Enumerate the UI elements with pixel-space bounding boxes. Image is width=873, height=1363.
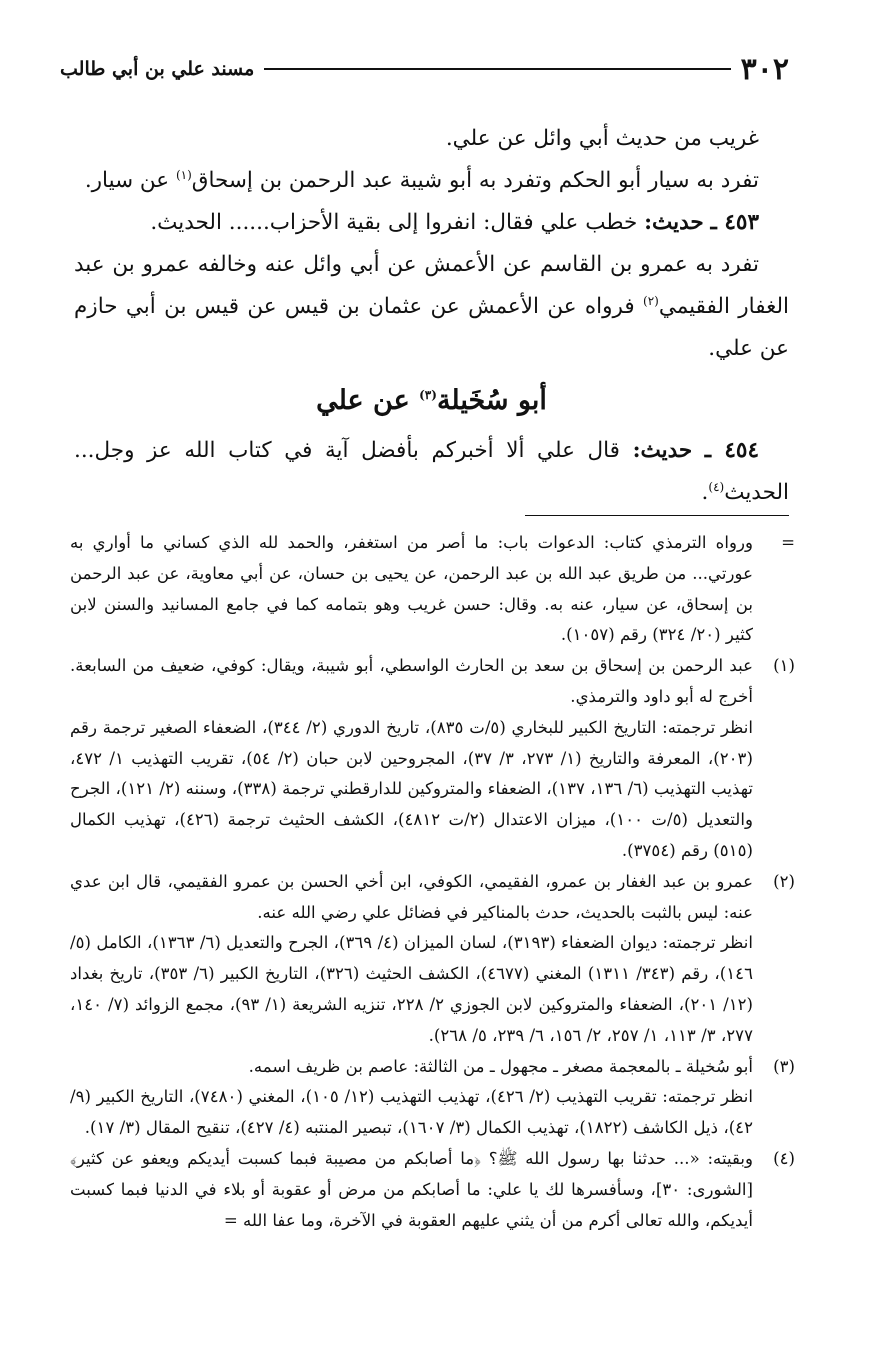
footnote-text: عبد الرحمن بن إسحاق بن سعد بن الحارث الواسطي، أبو شيبة، ويقال: كوفي، ضعيف من السابعة. أخرج له أبو داود والترمذي. <box>70 656 753 706</box>
footnote-ref[interactable]: (٢) <box>643 293 659 308</box>
hadith-number: ٤٥٣ ـ <box>710 210 759 235</box>
footnote-3 <box>70 1052 795 1144</box>
heading-text: عن علي <box>316 385 420 416</box>
heading-text: أبو سُخَيلة <box>436 385 547 416</box>
continuation-mark: = <box>781 533 795 552</box>
footnotes <box>70 528 795 1236</box>
footnote-references: انظر ترجمته: ديوان الضعفاء (٣١٩٣)، لسان الميزان (٤/ ٣٦٩)، الجرح والتعديل (٦/ ١٣٦٣)، الكامل (٥/ ١٤٦)، رقم (٣٤٣/ ١٣١١) المغني (٤٦٧٧)، الكشف الحثيث (٣٢٦)، التاريخ الكبير (٦/ ٣٥٣)، تاريخ بغداد (١٢/ ٢٠١)، الضعفاء والمتروكين لابن الجوزي ٢/ ٢٢٨، تنزيه الشريعة (١/ ٩٣)، مجمع الزوائد (٧/ ١٤٠، ٢٧٧، ٣/ ١١٣، ١/ ٢٥٧، ٢/ ١٥٦، ٦/ ٢٣٩، ٥/ ٢٦٨). <box>70 933 754 1045</box>
hadith-text: . <box>701 480 709 505</box>
hadith-453 <box>74 202 789 244</box>
page-number: ٣٠٢ <box>740 51 789 87</box>
footnote-1 <box>70 651 795 867</box>
running-title: مسند علي بن أبي طالب <box>60 58 255 80</box>
footnote-text: وبقيته: «... حدثنا بها رسول الله ﷺ؟ ﴿ما أصابكم من مصيبة فبما كسبت أيديكم ويعفو عن كثير﴾ [الشورى: ٣٠]، وسأفسرها لك يا علي: ما أصابكم من مرض أو عقوبة أو بلاء في الدنيا فبما كسبت أيديكم، والله تعالى أكرم من أن يثني عليهم العقوبة في الآخرة، وما عفا الله = <box>70 1148 753 1230</box>
footnote-references: انظر ترجمته: التاريخ الكبير للبخاري (٥/ت ٨٣٥)، تاريخ الدوري (٢/ ٣٤٤)، الضعفاء الصغير ترجمة رقم (٢٠٣)، المعرفة والتاريخ (١/ ٢٧٣، ٣/ ٣٧)، المجروحين لابن حبان (٢/ ٥٤)، تقريب التهذيب ١/ ٤٧٢، تهذيب التهذيب (٦/ ١٣٦، ١٣٧)، الضعفاء والمتروكين للدارقطني ترجمة (٣٣٨)، وسننه (٢/ ١٢١)، الجرح والتعديل (٥/ت ١٠٠)، ميزان الاعتدال (٢/ت ٤٨١٢)، الكشف الحثيث ترجمة (٤٢٦)، تهذيب الكمال (٥١٥) رقم (٣٧٥٤). <box>70 717 753 860</box>
paragraph-text: تفرد به عمرو بن القاسم عن الأعمش عن أبي وائل عنه وخالفه عمرو بن عبد الغفار الفقيمي <box>74 252 789 319</box>
footnote-divider <box>525 515 789 516</box>
footnote-number: (١) <box>773 656 795 676</box>
footnote-number: (٤) <box>773 1148 795 1168</box>
paragraph-text: عن سيار. <box>84 168 176 193</box>
footnote-continuation <box>70 528 795 651</box>
paragraph <box>74 160 789 202</box>
header-rule <box>264 68 730 70</box>
hadith-number: ٤٥٤ ـ <box>704 438 759 463</box>
footnote-ref[interactable]: (٣) <box>419 388 437 402</box>
page-header <box>60 44 789 94</box>
footnote-4 <box>70 1144 795 1236</box>
hadith-label: حديث: <box>644 210 704 235</box>
footnote-text: أبو سُخيلة ـ بالمعجمة مصغر ـ مجهول ـ من الثالثة: عاصم بن ظريف اسمه. <box>248 1056 753 1076</box>
section-heading <box>74 376 789 426</box>
main-text <box>74 118 789 514</box>
footnote-text: ورواه الترمذي كتاب: الدعوات باب: ما أصر من استغفر، والحمد لله الذي كساني ما أواري به عورتي... من طريق عبد الله بن عبد الرحمن، عن يحيى بن حسان، عن أبي معاوية، عن عبد الرحمن بن إسحاق، عن سيار، عنه به. وقال: حسن غريب وهو بتمامه كما في جامع المسانيد والسنن لابن كثير (٢٠/ ٣٢٤) رقم (١٠٥٧). <box>70 533 753 645</box>
hadith-text: قال علي ألا أخبركم بأفضل آية في كتاب الله عز وجل... الحديث <box>74 438 789 505</box>
footnote-ref[interactable]: (٤) <box>708 479 725 494</box>
footnote-text: عمرو بن عبد الغفار بن عمرو، الفقيمي، الكوفي، ابن أخي الحسن بن عمرو الفقيمي، قال ابن عدي عنه: ليس بالثبت بالحديث، حدث بالمناكير في فضائل علي رضي الله عنه. <box>70 871 753 922</box>
hadith-454 <box>74 430 789 514</box>
paragraph-text: غريب من حديث أبي وائل عن علي. <box>445 126 759 151</box>
footnote-ref[interactable]: (١) <box>175 167 192 182</box>
hadith-label: حديث: <box>632 438 693 463</box>
footnote-references: انظر ترجمته: تقريب التهذيب (٢/ ٤٢٦)، تهذيب التهذيب (١٢/ ١٠٥)، المغني (٧٤٨٠)، التاريخ الكبير (٩/ ٤٢)، ذيل الكاشف (١٨٢٢)، تهذيب الكمال (٣/ ١٦٠٧)، تبصير المنتبه (٤/ ٤٢٧)، تنقيح المقال (٣/ ١٧). <box>70 1087 753 1138</box>
hadith-text: خطب علي فقال: انفروا إلى بقية الأحزاب...... الحديث. <box>150 210 645 235</box>
paragraph <box>74 244 789 370</box>
paragraph <box>74 118 789 160</box>
footnote-2 <box>70 867 795 1052</box>
paragraph-text: تفرد به سيار أبو الحكم وتفرد به أبو شيبة عبد الرحمن بن إسحاق <box>191 168 759 193</box>
paragraph-text: فرواه عن الأعمش عن عثمان بن قيس عن قيس بن أبي حازم عن علي. <box>74 294 789 361</box>
footnote-number: (٣) <box>773 1056 795 1076</box>
footnote-number: (٢) <box>773 871 795 891</box>
